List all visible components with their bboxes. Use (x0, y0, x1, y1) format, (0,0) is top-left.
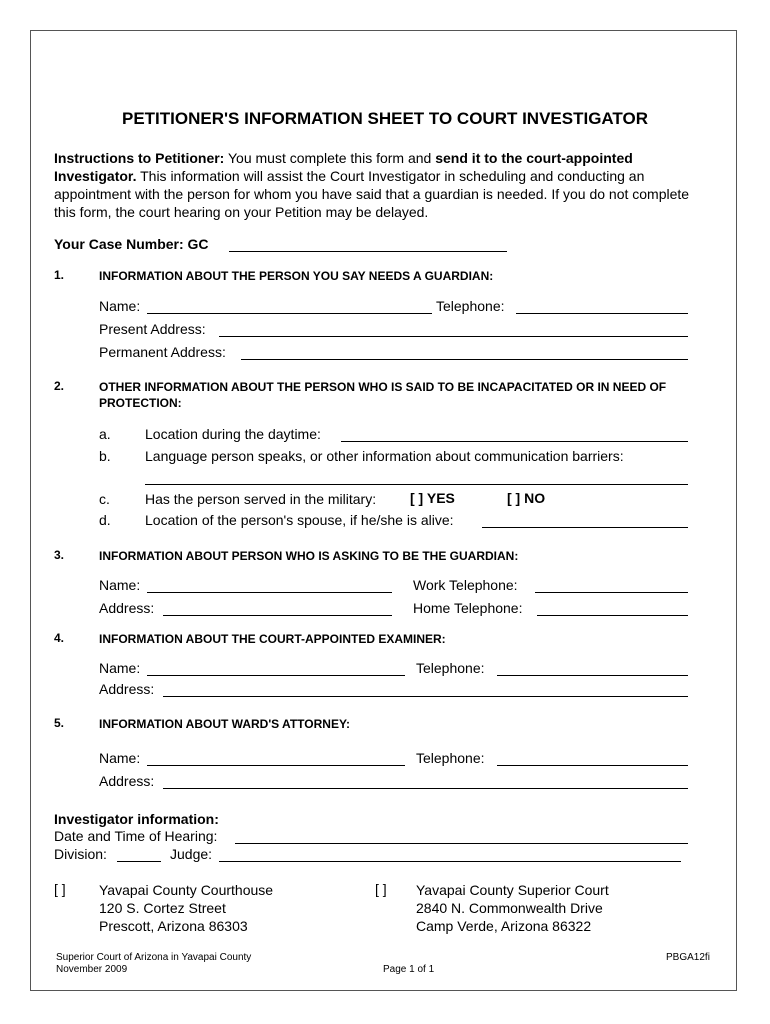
section-1-heading: INFORMATION ABOUT THE PERSON YOU SAY NEEDS A GUARDIAN: (99, 269, 494, 283)
prescott-address-line-3: Prescott, Arizona 86303 (99, 918, 248, 934)
s1-present-address-label: Present Address: (99, 321, 206, 337)
division-label: Division: (54, 846, 107, 862)
instructions (54, 149, 704, 221)
s1-telephone-field[interactable] (516, 313, 688, 314)
s4-name-field[interactable] (147, 675, 405, 676)
s2-item-b-letter: b. (99, 448, 111, 464)
s1-telephone-label: Telephone: (436, 298, 505, 314)
s2-daytime-location-field[interactable] (341, 441, 688, 442)
footer-page: Page 1 of 1 (383, 964, 435, 975)
s1-present-address-field[interactable] (219, 336, 688, 337)
section-3-number: 3. (54, 548, 65, 562)
hearing-date-field[interactable] (235, 843, 688, 844)
s2-item-c-label: Has the person served in the military: (145, 491, 377, 507)
s1-permanent-address-field[interactable] (241, 359, 688, 360)
s3-name-field[interactable] (147, 592, 392, 593)
footer-form-code: PBGA12fi (666, 952, 710, 963)
s5-name-label: Name: (99, 750, 141, 766)
prescott-address-line-1: Yavapai County Courthouse (99, 882, 274, 898)
s3-address-label: Address: (99, 600, 155, 616)
section-4-heading: INFORMATION ABOUT THE COURT-APPOINTED EXAMINER: (99, 632, 446, 646)
s2-spouse-location-field[interactable] (482, 527, 688, 528)
s3-home-telephone-field[interactable] (537, 615, 688, 616)
footer-date: November 2009 (56, 964, 128, 975)
s2-item-d-label: Location of the person's spouse, if he/she is alive: (145, 512, 454, 528)
section-2-heading: OTHER INFORMATION ABOUT THE PERSON WHO IS SAID TO BE INCAPACITATED OR IN NEED OF PROTECTION: (99, 380, 667, 410)
case-number-field[interactable] (229, 251, 507, 252)
s5-address-label: Address: (99, 773, 155, 789)
s1-name-field[interactable] (147, 313, 432, 314)
s2-item-d-letter: d. (99, 512, 111, 528)
hearing-date-label: Date and Time of Hearing: (54, 828, 218, 844)
section-2-number: 2. (54, 379, 65, 393)
instructions-label: Instructions to Petitioner: (54, 150, 225, 166)
section-1-number: 1. (54, 268, 65, 282)
s1-name-label: Name: (99, 298, 141, 314)
section-5-heading: INFORMATION ABOUT WARD'S ATTORNEY: (99, 717, 351, 731)
s2-item-a-letter: a. (99, 426, 111, 442)
camp-verde-address-line-3: Camp Verde, Arizona 86322 (416, 918, 592, 934)
camp-verde-address (416, 881, 609, 935)
section-4-number: 4. (54, 631, 65, 645)
s3-address-field[interactable] (163, 615, 392, 616)
instructions-text-1: You must complete this form and (224, 150, 436, 166)
s5-telephone-label: Telephone: (416, 750, 485, 766)
s2-item-c-letter: c. (99, 491, 110, 507)
s4-address-field[interactable] (163, 696, 688, 697)
s2-item-a-label: Location during the daytime: (145, 426, 321, 442)
instructions-bold: send it to the court-appointed Investigator. (54, 150, 633, 184)
investigator-heading: Investigator information: (54, 811, 219, 827)
judge-label: Judge: (170, 846, 213, 862)
prescott-checkbox[interactable]: [ ] (54, 881, 66, 897)
case-number-label: Your Case Number: GC (54, 236, 209, 252)
s4-telephone-field[interactable] (497, 675, 688, 676)
s4-address-label: Address: (99, 681, 155, 697)
s5-name-field[interactable] (147, 765, 405, 766)
s3-name-label: Name: (99, 577, 141, 593)
page-title: PETITIONER'S INFORMATION SHEET TO COURT INVESTIGATOR (121, 109, 649, 128)
judge-field[interactable] (219, 861, 681, 862)
prescott-address (99, 881, 273, 935)
division-field[interactable] (117, 861, 161, 862)
camp-verde-address-line-2: 2840 N. Commonwealth Drive (416, 900, 603, 916)
footer-court: Superior Court of Arizona in Yavapai County (56, 952, 252, 963)
s2-item-b-label: Language person speaks, or other information about communication barriers: (145, 448, 624, 464)
camp-verde-address-line-1: Yavapai County Superior Court (416, 882, 609, 898)
s4-telephone-label: Telephone: (416, 660, 485, 676)
camp-verde-checkbox[interactable]: [ ] (375, 881, 387, 897)
footer-left (56, 952, 251, 976)
s3-home-telephone-label: Home Telephone: (413, 600, 523, 616)
instructions-text-2: This information will assist the Court Investigator in scheduling and conducting an appointment with the person for whom you have said that a guardian is needed. If you do not complete this form, the court hearing on your Petition may be delayed. (54, 168, 690, 220)
s3-work-telephone-label: Work Telephone: (413, 577, 518, 593)
military-yes-checkbox[interactable]: [ ] YES (410, 490, 455, 506)
prescott-address-line-2: 120 S. Cortez Street (99, 900, 226, 916)
section-3-heading: INFORMATION ABOUT PERSON WHO IS ASKING TO BE THE GUARDIAN: (99, 549, 519, 563)
s4-name-label: Name: (99, 660, 141, 676)
s3-work-telephone-field[interactable] (535, 592, 688, 593)
section-5-number: 5. (54, 716, 65, 730)
s1-permanent-address-label: Permanent Address: (99, 344, 226, 360)
s5-telephone-field[interactable] (497, 765, 688, 766)
military-no-checkbox[interactable]: [ ] NO (507, 490, 546, 506)
s2-language-field[interactable] (145, 484, 688, 485)
s5-address-field[interactable] (163, 788, 688, 789)
